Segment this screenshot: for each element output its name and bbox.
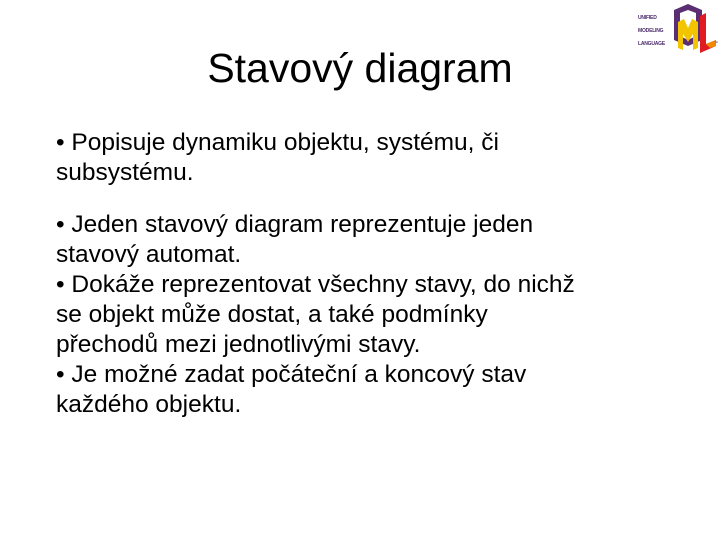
logo-word: LANGUAGE <box>638 41 666 47</box>
text-line: se objekt může dostat, a také podmínky <box>56 301 488 328</box>
uml-logo-wordmark <box>638 12 668 51</box>
uml-cube-icon <box>668 0 720 60</box>
text-line: stavový automat. <box>56 241 242 268</box>
text-line: • Jeden stavový diagram reprezentuje jeden <box>56 211 534 238</box>
text-line: • Dokáže reprezentovat všechny stavy, do nichž <box>56 271 575 298</box>
text-line: každého objektu. <box>56 391 242 418</box>
logo-word: UNIFIED <box>638 15 657 21</box>
text-line: • Popisuje dynamiku objektu, systému, či <box>56 129 499 156</box>
text-line: přechodů mezi jednotlivými stavy. <box>56 331 421 358</box>
slide-title: Stavový diagram <box>207 45 513 91</box>
bullet-paragraph-1 <box>56 128 676 188</box>
logo-word: MODELING <box>638 28 664 34</box>
bullet-paragraph-2 <box>56 210 676 420</box>
uml-logo <box>638 0 720 60</box>
text-line: • Je možné zadat počáteční a koncový stav <box>56 361 527 388</box>
trademark-symbol: ™ <box>714 40 718 45</box>
text-line: subsystému. <box>56 159 194 186</box>
